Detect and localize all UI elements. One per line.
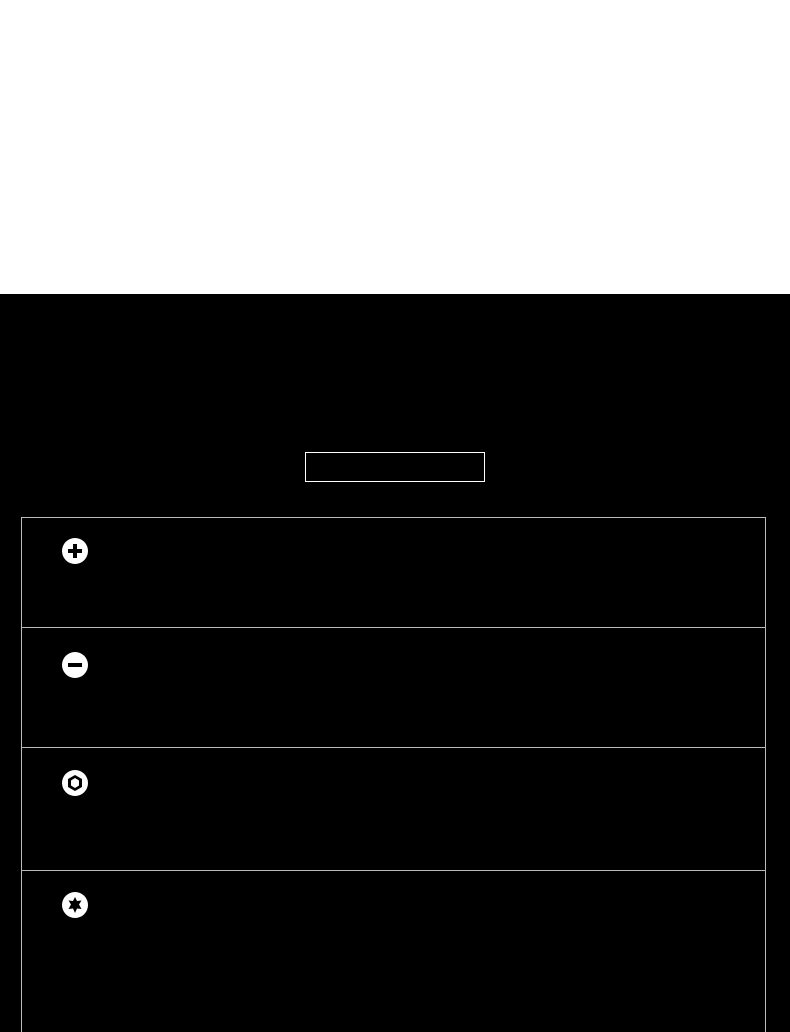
learn-more-button[interactable] [305,452,485,482]
hex-circle-icon [62,770,88,796]
torx-circle-icon [62,892,88,918]
phillips-section [21,517,766,628]
slotted-section [21,627,766,748]
torx-section [21,870,766,1032]
hex-section [21,747,766,871]
model-introduction [0,294,790,1030]
bit-chart [0,0,790,294]
minus-circle-icon [62,652,88,678]
plus-circle-icon [62,538,88,564]
